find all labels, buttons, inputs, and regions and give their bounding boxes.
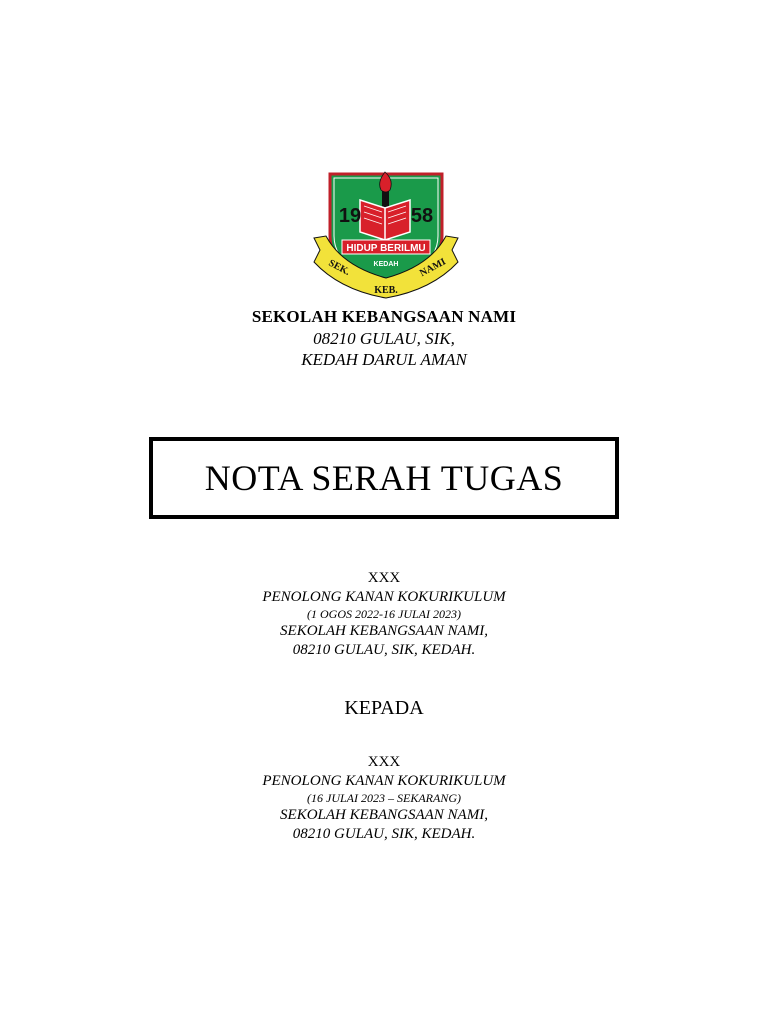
- crest-motto: HIDUP BERILMU: [346, 243, 426, 254]
- from-period: (1 OGOS 2022-16 JULAI 2023): [307, 607, 461, 621]
- from-name: XXX: [367, 570, 401, 586]
- from-school: SEKOLAH KEBANGSAAN NAMI,: [280, 623, 488, 639]
- school-crest-logo: [312, 166, 460, 302]
- crest-year-left: 19: [338, 205, 362, 227]
- to-name: XXX: [367, 754, 401, 770]
- school-name: SEKOLAH KEBANGSAAN NAMI: [251, 307, 517, 326]
- to-address: 08210 GULAU, SIK, KEDAH.: [292, 826, 476, 842]
- to-period: (16 JULAI 2023 – SEKARANG): [307, 791, 461, 805]
- kepada-label: KEPADA: [344, 697, 424, 719]
- handover-to-block: [0, 752, 768, 844]
- document-title-box: [149, 437, 619, 519]
- crest-year-right: 58: [410, 205, 434, 227]
- school-address-line1: 08210 GULAU, SIK,: [313, 329, 455, 348]
- handover-from-block: [0, 568, 768, 660]
- crest-ribbon-mid: KEB.: [374, 285, 398, 296]
- school-header: [0, 306, 768, 370]
- to-role: PENOLONG KANAN KOKURIKULUM: [262, 773, 506, 789]
- from-address: 08210 GULAU, SIK, KEDAH.: [292, 642, 476, 658]
- crest-ribbon-left: SEK.: [326, 257, 352, 278]
- crest-state: KEDAH: [373, 261, 399, 268]
- from-role: PENOLONG KANAN KOKURIKULUM: [262, 589, 506, 605]
- document-title: NOTA SERAH TUGAS: [204, 458, 564, 498]
- school-address-line2: KEDAH DARUL AMAN: [301, 350, 467, 369]
- to-school: SEKOLAH KEBANGSAAN NAMI,: [280, 807, 488, 823]
- crest-ribbon-right: NAMI: [417, 256, 448, 280]
